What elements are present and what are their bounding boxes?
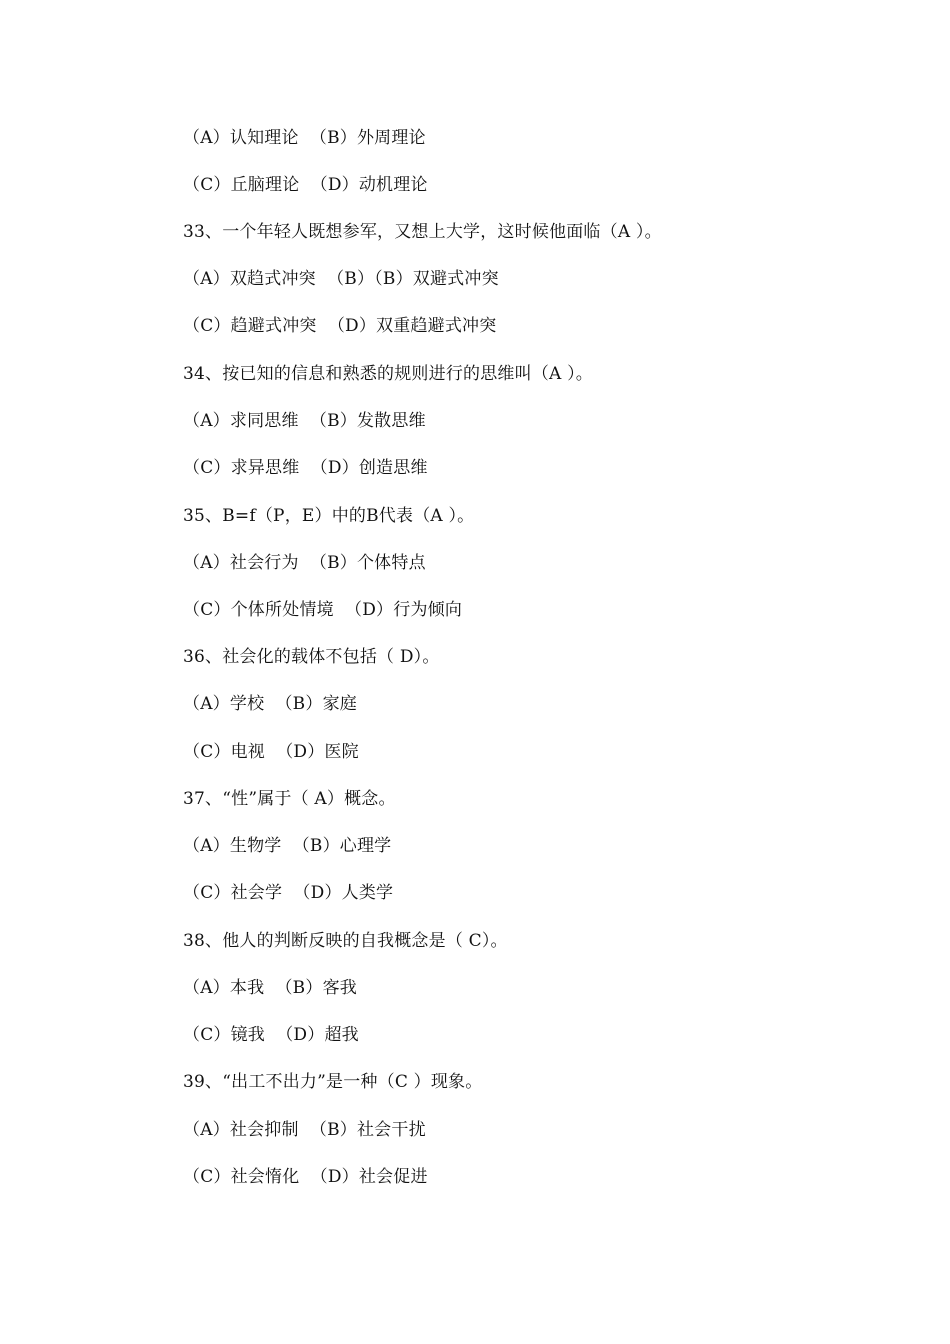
option-line: （C）社会学 （D）人类学	[183, 883, 394, 903]
question-36: 36、社会化的载体不包括（ D）。	[183, 647, 440, 667]
option-line: （A）本我 （B）客我	[183, 978, 357, 998]
option-line: （C）丘脑理论 （D）动机理论	[183, 175, 428, 195]
option-line: （C）镜我 （D）超我	[183, 1025, 359, 1045]
option-line: （A）双趋式冲突 （B）（B）双避式冲突	[183, 269, 499, 289]
question-34: 34、按已知的信息和熟悉的规则进行的思维叫（A ）。	[183, 364, 594, 384]
option-line: （A）生物学 （B）心理学	[183, 836, 392, 856]
option-line: （C）社会惰化 （D）社会促进	[183, 1167, 428, 1187]
option-line: （C）趋避式冲突 （D）双重趋避式冲突	[183, 316, 497, 336]
question-38: 38、他人的判断反映的自我概念是（ C）。	[183, 931, 508, 951]
question-39: 39、“出工不出力”是一种（C ）现象。	[183, 1072, 483, 1092]
option-line: （A）社会行为 （B）个体特点	[183, 553, 426, 573]
option-line: （A）认知理论 （B）外周理论	[183, 128, 426, 148]
option-line: （A）学校 （B）家庭	[183, 694, 357, 714]
question-35: 35、B=f（P，E）中的B代表（A ）。	[183, 506, 475, 526]
option-line: （A）求同思维 （B）发散思维	[183, 411, 426, 431]
option-line: （A）社会抑制 （B）社会干扰	[183, 1120, 426, 1140]
option-line: （C）个体所处情境 （D）行为倾向	[183, 600, 463, 620]
option-line: （C）求异思维 （D）创造思维	[183, 458, 428, 478]
option-line: （C）电视 （D）医院	[183, 742, 359, 762]
question-33: 33、一个年轻人既想参军，又想上大学，这时候他面临（A ）。	[183, 222, 662, 242]
question-37: 37、“性”属于（ A）概念。	[183, 789, 396, 809]
